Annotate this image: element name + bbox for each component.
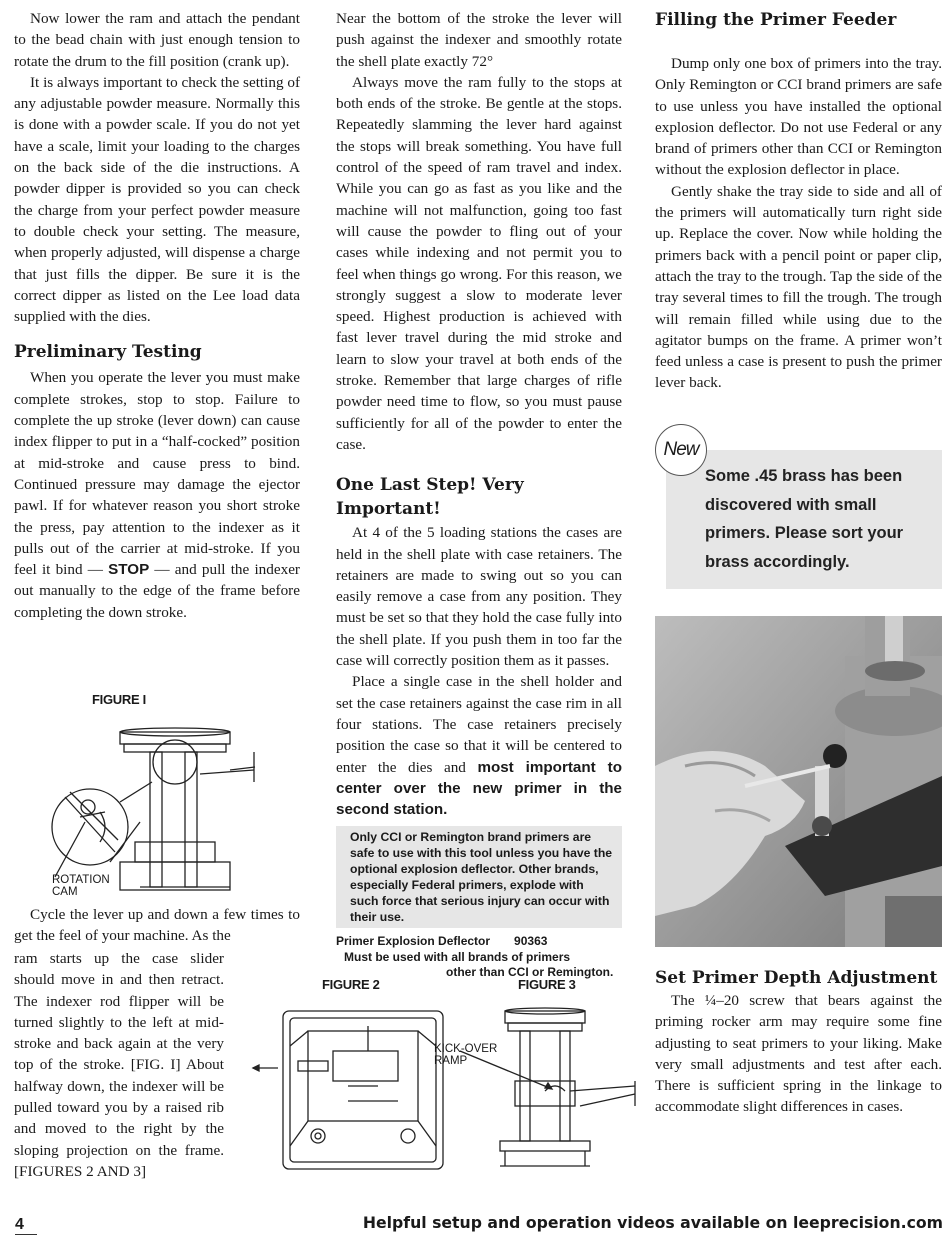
primer-warning-box: Only CCI or Remington brand primers are safe to use with this tool unless you have the optional explosion deflector. Other brands, especially Federal primers, explode with such force that serious injury can occur with their use. — [336, 826, 622, 928]
section-heading-preliminary-testing: Preliminary Testing — [14, 342, 202, 363]
page-number: 4 — [15, 1216, 37, 1235]
column-left — [14, 8, 300, 623]
column-right-lower — [655, 966, 942, 1118]
paragraph: At 4 of the 5 loading stations the cases are held in the shell plate with case retainers. The retainers are made to swing out so you can easily remove a case from any position. They must be set so that they hold the case fully into the shell plate. If you push them in too far the case will correctly position them as it passes. — [336, 524, 622, 670]
figure-3-diagram — [430, 1006, 640, 1171]
figure-1-label: FIGURE I — [92, 692, 146, 707]
section-heading-filling-primer-feeder: Filling the Primer Feeder — [655, 10, 897, 30]
paragraph: It is always important to check the setting of any adjustable powder measure. Normally this is done with a powder scale. If you do not yet have a scale, limit your loading to the charges on the back side of the die instructions. A powder dipper is provided so you can check the charge from your perfect powder measure to double check your setting. The measure, when properly adjusted, will dispense a charge that just fills the dipper. Be sure it is the correct dipper as listed on the Lee load data supplied with the dies. — [14, 73, 300, 326]
rotation-cam-callout: ROTATION CAM — [52, 874, 110, 898]
column-middle — [336, 8, 622, 981]
paragraph: Dump only one box of primers into the tray. Only Remington or CCI brand primers are safe to use unless you have installed the optional explosion deflector. Do not use Federal or any brand of primers other than CCI or Remington without the explosion deflector in place. — [655, 55, 942, 179]
primer-adjustment-photo — [655, 616, 942, 947]
paragraph: Near the bottom of the stroke the lever will push against the indexer and smoothly rotate the shell plate exactly 72° — [336, 10, 622, 70]
cycle-paragraph-full: Cycle the lever up and down a few times to get the feel of your machine. As the — [14, 906, 300, 945]
paragraph: Gently shake the tray side to side and all of the primers will automatically turn right side up. Replace the cover. Now while holding the primers back with a pencil point or paper clip, attach the tray to the trough. Tap the side of the tray several times to fill the trough. The trough will remain filled while using due to the agitator bumps on the frame. A primer won’t feed unless a case is present to push the primer lever back. — [655, 182, 942, 392]
new-notice-text: Some .45 brass has been discovered with small primers. Please sort your brass accordingly. — [705, 467, 904, 571]
paragraph: When you operate the lever you must make complete strokes, stop to stop. Failure to complete the up stroke (lever down) can cause index flipper to put in a “half-cocked” position at mid-stroke and cause press to bind. Continued pressure may damage the ejector pawl. If for whatever reason you short stroke the press, pay attention to the indexer as it pulls out of the carrier at mid-stroke. If you feel it bind — STOP — and pull the indexer out manually to the edge of the frame before completing the down stroke. — [14, 369, 300, 621]
section-heading-one-last-step: One Last Step! Very Important! — [336, 475, 524, 520]
paragraph: The ¼–20 screw that bears against the priming rocker arm may require some fine adjusting to seat primers to your liking. Make very small adjustments and test after each. There is sufficient spring in the linkage to accommodate slight differences in cases. — [655, 992, 942, 1116]
figure-3-label: FIGURE 3 — [518, 977, 576, 992]
figure-1-diagram — [40, 722, 265, 894]
kick-over-ramp-callout: KICK-OVER RAMP — [434, 1043, 498, 1067]
paragraph: Always move the ram fully to the stops at both ends of the stroke. Be gentle at the stops. Repeatedly slamming the lever hard against the stops will break something. You have full control of the speed of ram travel and index. While you can go as fast as you like and the machine will not malfunction, going too fast will cause the powder to fling out of your cases while indexing and not permit you to feel when things go wrong. For this reason, we strongly suggest a slow to moderate lever speed. Highest production is achieved with fast lever travel during the mid stroke and learn to slow your travel at both ends of the stroke. Remember that large charges of rifle powder need time to flow, so you must pause sufficiently for all of the powder to enter the case. — [336, 73, 622, 453]
deflector-note: Primer Explosion Deflector 90363 Must be used with all brands of primers other than CCI or Remington. — [336, 934, 614, 980]
paragraph: Now lower the ram and attach the pendant to the bead chain with just enough tension to rotate the drum to the fill position (crank up). — [14, 10, 300, 70]
footer-videos-note: Helpful setup and operation videos available on leeprecision.com — [362, 1213, 943, 1232]
column-right — [655, 8, 942, 394]
stop-emphasis: STOP — [108, 561, 150, 579]
section-heading-primer-depth: Set Primer Depth Adjustment — [655, 968, 938, 988]
center-emphasis: most important to center over the new primer in the second station. — [336, 758, 622, 819]
paragraph: Place a single case in the shell holder and set the case retainers against the case rim in all four stations. The case retainers precisely position the case so that it will be centered to enter the dies and most important to center over the new primer in the second station. — [336, 673, 622, 819]
figure-2-label: FIGURE 2 — [322, 977, 380, 992]
new-badge: New — [655, 424, 707, 476]
figure-2-diagram — [248, 1006, 448, 1171]
cycle-paragraph-narrow: ram starts up the case slider should move in and then retract. The indexer rod flipper will be turned slightly to the left at mid-stroke and back again at the very top of the stroke. [FIG. I] About halfway down, the indexer will be pulled toward you by a raised rib and moved to the right by the sloping projection on the frame. [FIGURES 2 AND 3] — [14, 950, 224, 1180]
